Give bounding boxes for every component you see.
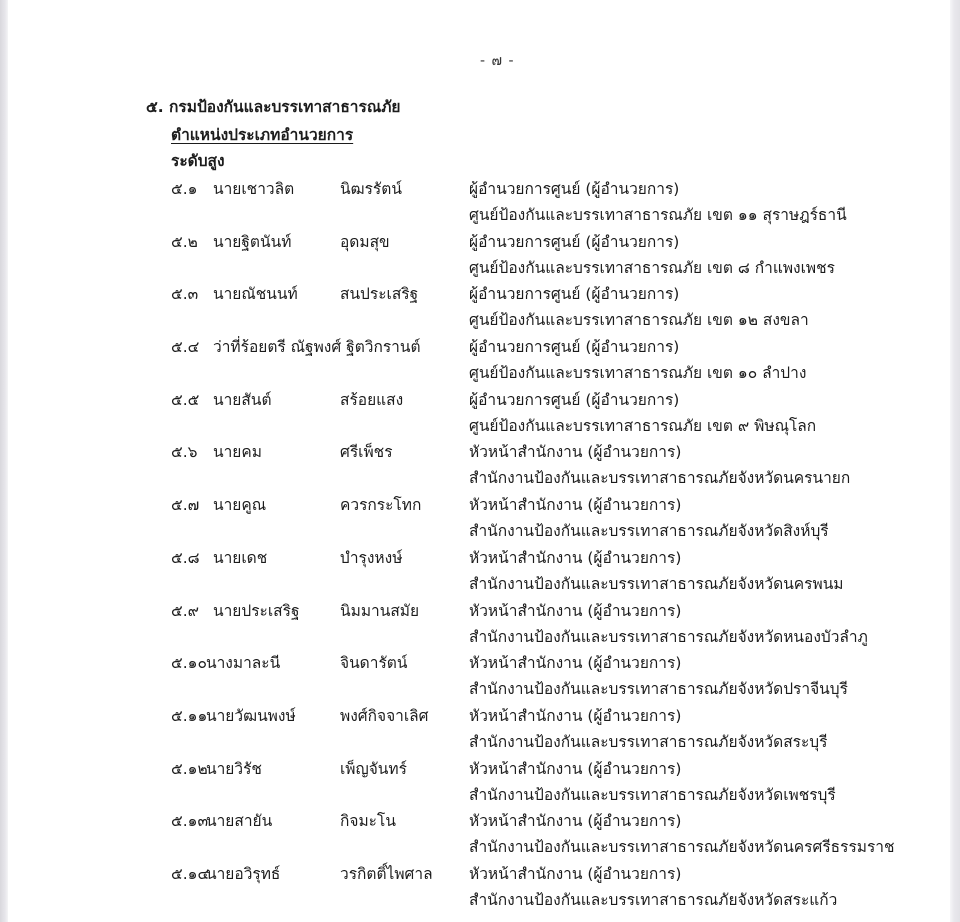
position-title: หัวหน้าสำนักงาน (ผู้อำนวยการ) [469, 548, 682, 567]
list-item [8, 492, 950, 545]
last-name: สนประเสริฐ [340, 285, 419, 304]
last-name: นิมมานสมัย [340, 601, 420, 620]
organization: สำนักงานป้องกันและบรรเทาสาธารณภัยจังหวัดหนองบัวลำภู [469, 627, 868, 646]
organization: สำนักงานป้องกันและบรรเทาสาธารณภัยจังหวัดนครนายก [469, 469, 851, 488]
position-title: ผู้อำนวยการศูนย์ (ผู้อำนวยการ) [469, 285, 680, 304]
organization: สำนักงานป้องกันและบรรเทาสาธารณภัยจังหวัดเพชรบุรี [469, 785, 836, 804]
item-number: ๕.๓ [171, 285, 199, 304]
first-name: นายคูณ [213, 496, 267, 515]
last-name: เพ็ญจันทร์ [340, 759, 407, 778]
item-number: ๕.๘ [171, 548, 200, 567]
list-item [8, 387, 950, 440]
list-item [8, 176, 950, 229]
organization: ศูนย์ป้องกันและบรรเทาสาธารณภัย เขต ๑๑ สุราษฎร์ธานี [469, 206, 847, 224]
item-number: ๕.๗ [171, 496, 200, 515]
list-item [8, 598, 950, 651]
position-title: หัวหน้าสำนักงาน (ผู้อำนวยการ) [469, 706, 682, 725]
position-title: ผู้อำนวยการศูนย์ (ผู้อำนวยการ) [469, 338, 680, 357]
organization: สำนักงานป้องกันและบรรเทาสาธารณภัยจังหวัดปราจีนบุรี [469, 680, 848, 699]
organization: สำนักงานป้องกันและบรรเทาสาธารณภัยจังหวัดนครพนม [469, 574, 844, 593]
first-name: นางมาละนี [206, 654, 281, 673]
organization: สำนักงานป้องกันและบรรเทาสาธารณภัยจังหวัดสระแก้ว [469, 890, 838, 909]
first-name: นายณัชนนท์ [213, 285, 298, 304]
organization: สำนักงานป้องกันและบรรเทาสาธารณภัยจังหวัดสิงห์บุรี [469, 522, 829, 541]
last-name: นิฒรรัตน์ [340, 180, 402, 198]
first-name: นายประเสริฐ [213, 601, 300, 620]
last-name: บำรุงหงษ์ [340, 548, 403, 567]
list-item [8, 545, 950, 598]
section-title: ๕. กรมป้องกันและบรรเทาสาธารณภัย [146, 98, 401, 116]
position-title: ผู้อำนวยการศูนย์ (ผู้อำนวยการ) [469, 390, 680, 409]
position-title: หัวหน้าสำนักงาน (ผู้อำนวยการ) [469, 443, 682, 462]
list-item [8, 281, 950, 334]
item-number: ๕.๑๐ [171, 654, 207, 673]
item-number: ๕.๑๒ [171, 759, 208, 778]
page-number: - ๗ - [480, 53, 515, 69]
last-name: วรกิตติ์ไพศาล [340, 864, 433, 883]
organization: ศูนย์ป้องกันและบรรเทาสาธารณภัย เขต ๘ กำแพงเพชร [469, 258, 835, 277]
position-title: หัวหน้าสำนักงาน (ผู้อำนวยการ) [469, 654, 682, 673]
last-name: ควรกระโทก [340, 496, 422, 515]
page-edge-right [950, 0, 960, 922]
first-name: นายอวิรุทธ์ [206, 864, 281, 883]
position-title: หัวหน้าสำนักงาน (ผู้อำนวยการ) [469, 864, 682, 883]
position-type-heading: ตำแหน่งประเภทอำนวยการ [171, 126, 354, 144]
position-title: ผู้อำนวยการศูนย์ (ผู้อำนวยการ) [469, 180, 680, 198]
appointment-list [8, 176, 950, 914]
last-name: กิจมะโน [340, 812, 396, 831]
first-name: นายวัฒนพงษ์ [206, 706, 296, 725]
item-number: ๕.๒ [171, 232, 198, 251]
last-name: จินดารัตน์ [340, 654, 408, 673]
list-item [8, 650, 950, 703]
list-item [8, 229, 950, 282]
last-name: อุดมสุข [340, 232, 390, 251]
first-name: นายเชาวลิต [213, 180, 295, 198]
item-number: ๕.๑ [171, 180, 198, 198]
first-name: นายฐิตนันท์ [213, 232, 292, 251]
list-item [8, 334, 950, 387]
item-number: ๕.๕ [171, 390, 200, 409]
item-number: ๕.๑๔ [171, 864, 210, 883]
item-number: ๕.๑๓ [171, 812, 209, 831]
item-number: ๕.๙ [171, 601, 200, 620]
full-name: ว่าที่ร้อยตรี ณัฐพงศ์ ฐิตวิกรานต์ [213, 338, 421, 357]
item-number: ๕.๑๑ [171, 706, 208, 725]
position-title: หัวหน้าสำนักงาน (ผู้อำนวยการ) [469, 496, 682, 515]
position-title: หัวหน้าสำนักงาน (ผู้อำนวยการ) [469, 759, 682, 778]
level-heading: ระดับสูง [171, 152, 225, 170]
first-name: นายวิรัช [206, 759, 262, 778]
document-page [8, 0, 950, 922]
list-item [8, 703, 950, 756]
list-item [8, 861, 950, 914]
organization: ศูนย์ป้องกันและบรรเทาสาธารณภัย เขต ๑๒ สงขลา [469, 311, 809, 330]
item-number: ๕.๔ [171, 338, 200, 357]
organization: สำนักงานป้องกันและบรรเทาสาธารณภัยจังหวัดนครศรีธรรมราช [469, 838, 895, 857]
page-edge-left [0, 0, 8, 922]
organization: ศูนย์ป้องกันและบรรเทาสาธารณภัย เขต ๑๐ ลำปาง [469, 364, 807, 383]
organization: ศูนย์ป้องกันและบรรเทาสาธารณภัย เขต ๙ พิษณุโลก [469, 416, 817, 435]
last-name: สร้อยแสง [340, 390, 404, 409]
position-title: หัวหน้าสำนักงาน (ผู้อำนวยการ) [469, 601, 682, 620]
list-item [8, 756, 950, 809]
first-name: นายเดช [213, 548, 268, 567]
first-name: นายสันต์ [213, 390, 272, 409]
first-name: นายคม [213, 443, 262, 462]
position-title: ผู้อำนวยการศูนย์ (ผู้อำนวยการ) [469, 232, 680, 251]
list-item [8, 808, 950, 861]
last-name: ศรีเพ็ชร [340, 443, 393, 462]
organization: สำนักงานป้องกันและบรรเทาสาธารณภัยจังหวัดสระบุรี [469, 732, 828, 751]
list-item [8, 439, 950, 492]
position-title: หัวหน้าสำนักงาน (ผู้อำนวยการ) [469, 812, 682, 831]
last-name: พงศ์กิจจาเลิศ [340, 706, 429, 725]
first-name: นายสายัน [206, 812, 273, 831]
item-number: ๕.๖ [171, 443, 198, 462]
